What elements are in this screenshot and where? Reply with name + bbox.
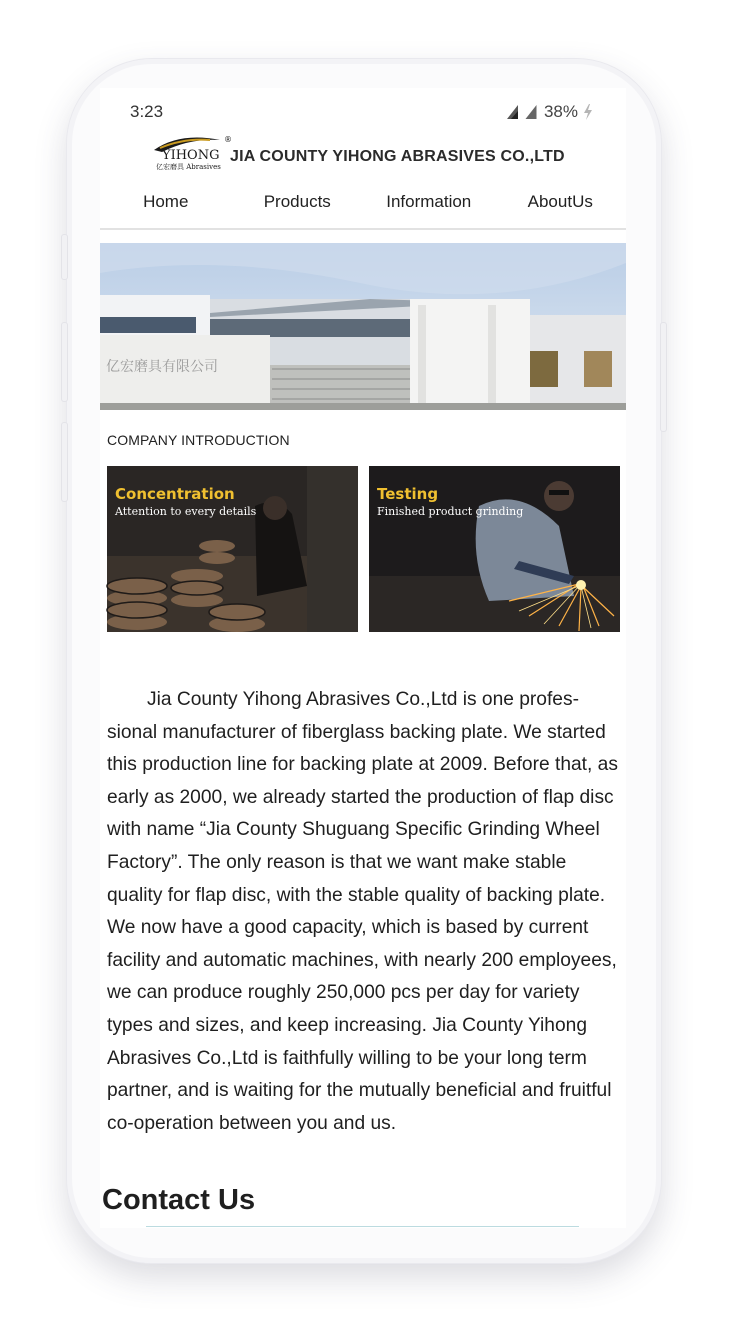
concentration-card[interactable]	[107, 466, 358, 632]
phone-volume-up-button	[61, 322, 68, 402]
company-intro-paragraph: Jia County Yihong Abrasives Co.,Ltd is one profes-sional manufacturer of fiberglass backing plate. We started this production line for backing plate at 2009. Before that, as early as 2000, we already started the production of flap disc with name “Jia County Shuguang Specific Grinding Wheel Factory”. The only reason is that we want make stable quality for flap disc, with the stable quality of backing plate. We now have a good capacity, which is based by current facility and automatic machines, with nearly 200 employees, we can produce roughly 250,000 pcs per day for variety types and sizes, and keep increasing. Jia County Yihong Abrasives Co.,Ltd is faithfully willing to be your long term partner, and is waiting for the mutually beneficial and fruitful co-operation between you and us.	[107, 689, 618, 1134]
card-title: Testing	[377, 485, 439, 503]
logo-subtext: 亿宏磨具 Abrasives	[156, 163, 221, 171]
site-header	[100, 132, 626, 178]
signal-icon-2	[524, 105, 538, 119]
phone-screen	[100, 88, 626, 1228]
nav-aboutus[interactable]: AboutUs	[527, 192, 593, 211]
svg-text:®: ®	[224, 135, 232, 144]
card-subtitle: Attention to every details	[115, 505, 257, 518]
signal-icon	[507, 105, 518, 119]
testing-card[interactable]	[369, 466, 620, 632]
charging-icon	[584, 104, 592, 120]
banner-sign-text: 亿宏磨具有限公司	[106, 359, 218, 375]
status-bar	[100, 88, 626, 134]
nav-information[interactable]: Information	[386, 192, 472, 211]
section-title: COMPANY INTRODUCTION	[107, 432, 290, 448]
nav-home[interactable]: Home	[143, 192, 189, 211]
nav-products[interactable]: Products	[263, 192, 331, 211]
card-title: Concentration	[115, 485, 235, 503]
battery-percent: 38%	[543, 102, 578, 121]
main-nav	[100, 184, 626, 230]
company-name: JIA COUNTY YIHONG ABRASIVES CO.,LTD	[230, 148, 565, 165]
card-subtitle: Finished product grinding	[377, 505, 524, 518]
contact-heading: Contact Us	[102, 1184, 256, 1216]
divider	[146, 1226, 579, 1227]
phone-volume-down-button	[61, 422, 68, 502]
phone-action-button	[61, 234, 68, 280]
clock: 3:23	[130, 102, 164, 121]
logo-text: YIHONG	[162, 148, 220, 163]
factory-banner-image	[100, 243, 626, 410]
phone-power-button	[660, 322, 667, 432]
company-logo[interactable]	[150, 134, 232, 172]
